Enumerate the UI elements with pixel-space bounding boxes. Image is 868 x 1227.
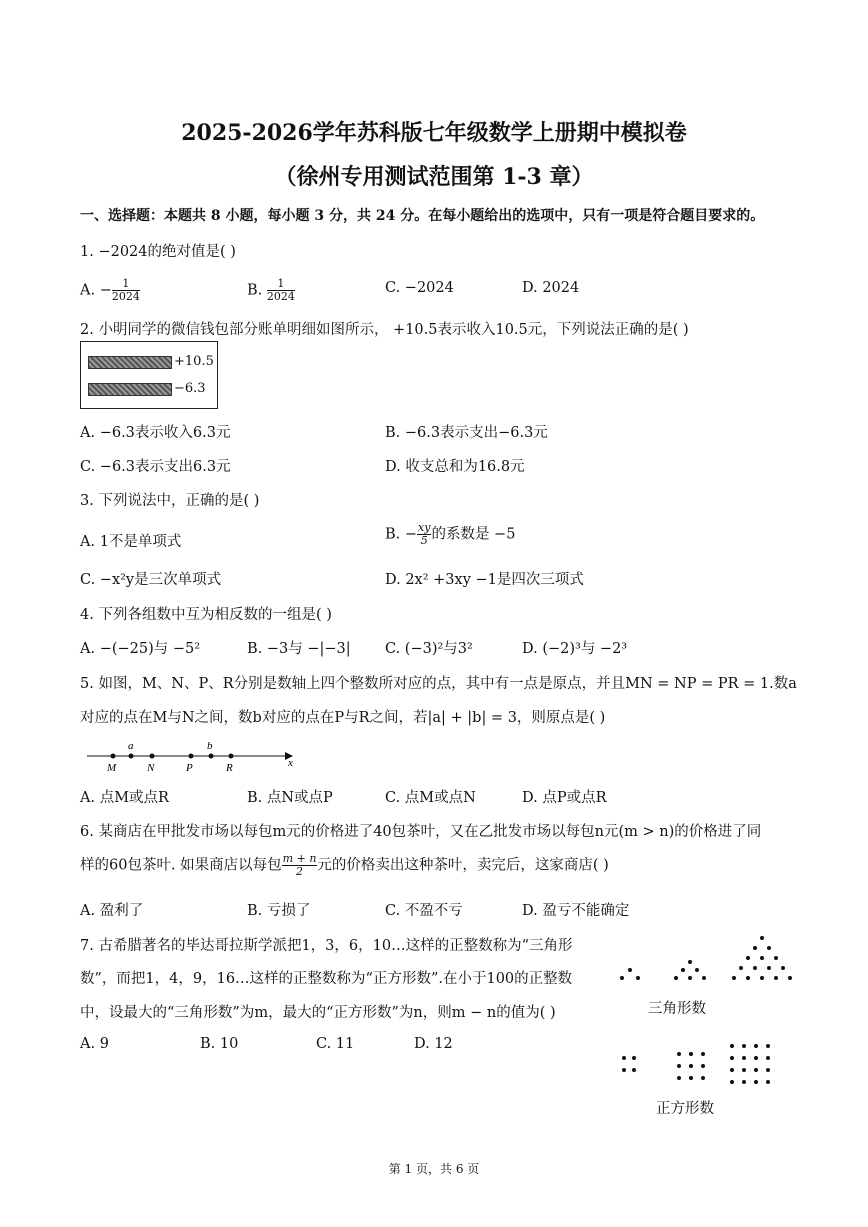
point-p-marker (189, 754, 194, 759)
triangle-numbers-figure (612, 930, 802, 990)
square-16 (730, 1044, 770, 1084)
question-3-option-c: C. −x²y是三次单项式 (80, 572, 222, 588)
question-2-stem: 2. 小明同学的微信钱包部分账单明细如图所示， +10.5表示收入10.5元，下列说法正确的是( ) (80, 322, 689, 338)
question-7-stem-line-2: 数”，而把1，4，9，16…这样的正整数称为“正方形数”.在小于100的正整数 (80, 971, 573, 987)
question-3-option-d: D. 2x² +3xy −1是四次三项式 (385, 572, 584, 588)
question-3-option-b: B. − $\frac{xy}{5}$ 的系数是 −5 (385, 521, 516, 547)
question-7-stem-line-1: 7. 古希腊著名的毕达哥拉斯学派把1，3，6，10…这样的正整数称为“三角形 (80, 938, 573, 954)
page-title: 2025-2026学年苏科版七年级数学上册期中模拟卷 (181, 120, 687, 146)
question-1-option-c: C. −2024 (385, 280, 454, 296)
square-numbers-label: 正方形数 (656, 1101, 714, 1117)
question-3-option-a: A. 1不是单项式 (80, 534, 182, 550)
question-2-option-d: D. 收支总和为16.8元 (385, 459, 525, 475)
fraction: $\frac{m + n}{2}$ (282, 852, 317, 878)
fraction: $\frac{xy}{5}$ (418, 521, 431, 547)
question-6-option-b: B. 亏损了 (247, 903, 311, 919)
wallet-figure (80, 341, 218, 409)
question-1-option-a: A. − $\frac{1}{2024}$ (80, 277, 140, 303)
fraction: $\frac{1}{2024}$ (266, 277, 295, 303)
question-7-option-a: A. 9 (80, 1036, 109, 1052)
question-4-option-d: D. (−2)³与 −2³ (522, 641, 628, 657)
triangle-10 (732, 936, 792, 980)
label-a: a (128, 740, 134, 752)
label-n: N (147, 762, 155, 774)
question-5-stem-line-2: 对应的点在M与N之间，数b对应的点在P与R之间，若|a| + |b| = 3，则原点是( ) (80, 710, 606, 726)
triangle-3 (620, 968, 640, 980)
point-b-marker (209, 754, 214, 759)
label-m: M (107, 762, 117, 774)
label-x: x (288, 757, 293, 769)
question-2-option-a: A. −6.3表示收入6.3元 (80, 425, 231, 441)
point-m-marker (111, 754, 116, 759)
page-footer: 第 1 页，共 6 页 (388, 1162, 480, 1176)
label-r: R (226, 762, 233, 774)
question-7-option-d: D. 12 (414, 1036, 453, 1052)
fraction: $\frac{1}{2024}$ (111, 277, 140, 303)
question-1-stem: 1. −2024的绝对值是( ) (80, 244, 236, 260)
point-r-marker (229, 754, 234, 759)
question-4-option-a: A. −(−25)与 −5² (80, 641, 201, 657)
question-6-option-a: A. 盈利了 (80, 903, 144, 919)
question-4-stem: 4. 下列各组数中互为相反数的一组是( ) (80, 607, 332, 623)
question-6-option-c: C. 不盈不亏 (385, 903, 463, 919)
question-5-option-b: B. 点N或点P (247, 790, 333, 806)
point-a-marker (129, 754, 134, 759)
question-5-option-c: C. 点M或点N (385, 790, 476, 806)
triangle-numbers-label: 三角形数 (648, 1001, 706, 1017)
question-7-option-b: B. 10 (200, 1036, 239, 1052)
question-6-stem-line-1: 6. 某商店在甲批发市场以每包m元的价格进了40包茶叶，又在乙批发市场以每包n元(m > n)的价格进了同 (80, 824, 762, 840)
square-numbers-figure (615, 1040, 775, 1095)
question-7-option-c: C. 11 (316, 1036, 355, 1052)
wallet-row-1: +10.5 (174, 354, 214, 369)
wallet-row-2: −6.3 (174, 381, 206, 396)
question-2-option-b: B. −6.3表示支出−6.3元 (385, 425, 548, 441)
question-4-option-b: B. −3与 −|−3| (247, 641, 351, 657)
redacted-bar (88, 356, 172, 369)
question-6-stem-line-2: 样的60包茶叶. 如果商店以每包 $\frac{m + n}{2}$ 元的价格卖出这种茶叶，卖完后，这家商店( ) (80, 852, 609, 878)
label-p: P (186, 762, 193, 774)
question-3-stem: 3. 下列说法中，正确的是( ) (80, 493, 260, 509)
question-5-option-d: D. 点P或点R (522, 790, 607, 806)
number-line-figure (85, 736, 305, 776)
redacted-bar (88, 383, 172, 396)
question-7-stem-line-3: 中，设最大的“三角形数”为m，最大的“正方形数”为n，则m − n的值为( ) (80, 1005, 556, 1021)
question-6-option-d: D. 盈亏不能确定 (522, 903, 630, 919)
question-5-option-a: A. 点M或点R (80, 790, 169, 806)
page-subtitle: （徐州专用测试范围第 1-3 章） (274, 164, 594, 190)
question-4-option-c: C. (−3)²与3² (385, 641, 473, 657)
question-1-option-d: D. 2024 (522, 280, 580, 296)
triangle-6 (674, 960, 706, 980)
square-9 (677, 1052, 705, 1080)
label-b: b (207, 740, 213, 752)
section-heading: 一、选择题：本题共 8 小题，每小题 3 分，共 24 分。在每小题给出的选项中，只有一项是符合题目要求的。 (80, 208, 765, 224)
square-4 (622, 1056, 636, 1072)
question-1-option-b: B. $\frac{1}{2024}$ (247, 277, 295, 303)
point-n-marker (150, 754, 155, 759)
question-2-option-c: C. −6.3表示支出6.3元 (80, 459, 231, 475)
question-5-stem-line-1: 5. 如图，M、N、P、R分别是数轴上四个整数所对应的点，其中有一点是原点，并且MN = NP = PR = 1.数a (80, 676, 797, 692)
